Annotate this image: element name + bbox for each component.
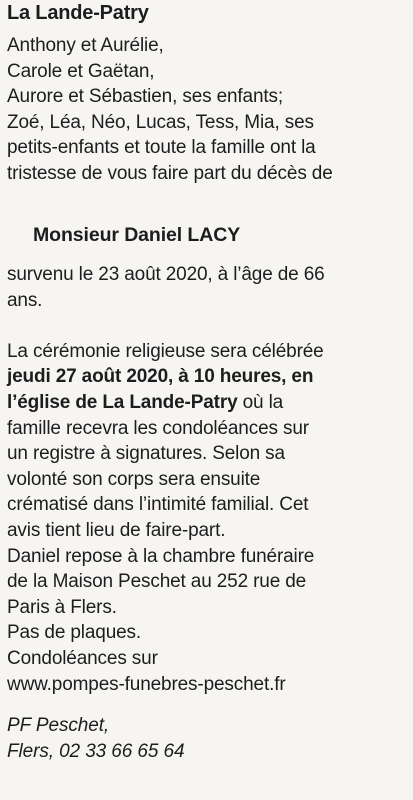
repose-line: Daniel repose à la chambre funéraire [7,545,315,567]
ceremony-line: La cérémonie religieuse sera célébrée [7,340,324,362]
funeral-home-name: PF Peschet, [7,715,110,736]
family-line: petits-enfants et toute la famille ont la [7,137,316,158]
death-date-line: survenu le 23 août 2020, à l’âge de 66 [7,264,325,285]
condolences-website: www.pompes-funebres-peschet.fr [7,673,286,695]
ceremony-line: avis tient lieu de faire-part. [7,519,226,541]
place-heading: La Lande-Patry [7,2,149,24]
family-line: tristesse de vous faire part du décès de [7,162,333,184]
ceremony-line-tail: où la [237,391,284,413]
family-announcement [7,33,407,186]
repose-line: de la Maison Peschet au 252 rue de [7,571,307,593]
family-line: Anthony et Aurélie, [7,35,164,56]
ceremony-line: un registre à signatures. Selon sa [7,443,285,465]
family-line: Zoé, Léa, Néo, Lucas, Tess, Mia, ses [7,111,314,133]
ceremony-location-line [7,390,407,416]
funeral-home-signature [7,713,184,765]
death-date-line: ans. [7,289,43,311]
condolences-label: Condoléances sur [7,647,158,669]
repose-line: Paris à Flers. [7,596,117,618]
deceased-name: Monsieur Daniel LACY [33,224,241,246]
no-plaques-line: Pas de plaques. [7,622,142,644]
ceremony-date-time: jeudi 27 août 2020, à 10 heures, en [7,366,314,388]
paragraph-gap [7,313,407,339]
funeral-home-contact: Flers, 02 33 66 65 64 [7,741,185,762]
ceremony-line: crématisé dans l’intimité familial. Cet [7,494,309,516]
family-line: Carole et Gaëtan, [7,60,155,82]
ceremony-line: volonté son corps sera ensuite [7,468,261,490]
family-line: Aurore et Sébastien, ses enfants; [7,86,283,107]
ceremony-location: l’église de La Lande-Patry [7,391,238,413]
ceremony-line: famille recevra les condoléances sur [7,417,309,439]
notice-body [7,262,407,697]
